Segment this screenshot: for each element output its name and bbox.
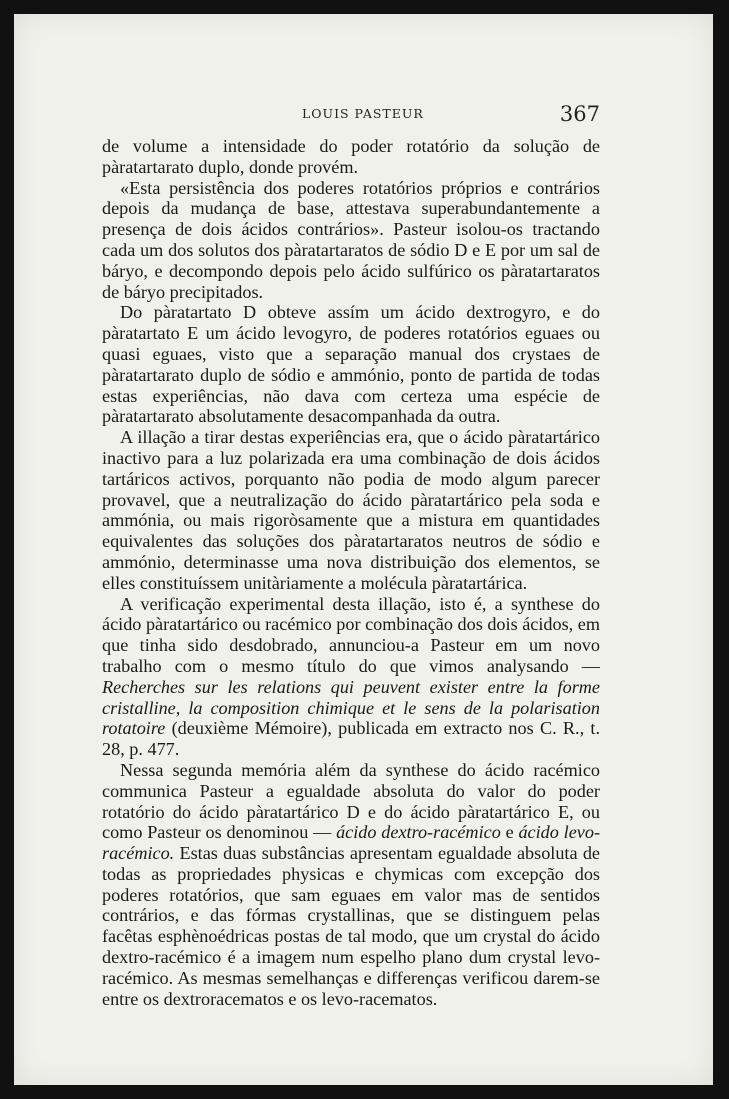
italic-term: ácido dextro-racémico (336, 822, 501, 843)
italic-term: ácido levo-racémico. (102, 822, 600, 864)
running-title: LOUIS PASTEUR (302, 106, 424, 121)
text-segment: Nessa segunda memória além da synthese do ácido racémico communica Pasteur a egualdade absoluta do valor do poder rotatório do ácido pàratartárico D e do ácido pàratartárico E, ou como Pasteur os denominou — (102, 759, 600, 843)
paragraph (102, 178, 600, 303)
text-segment: A illação a tirar destas experiências era, que o ácido pàratartárico inactivo para a luz polarizada era uma combinação de dois ácidos tartáricos activos, porquanto não podia de modo algum parecer provavel, que a neutralização do ácido pàratartárico pela soda e ammónia, ou mais rigoròsamente que a mistura em quantidades equivalentes das soluções dos pàratartaratos neutros de sódio e ammónio, determinasse uma nova distribuição dos elementos, se elles constituíssem unitàriamente a molécula pàratartárica. (102, 427, 600, 593)
text-segment: «Esta persistência dos poderes rotatórios próprios e contrários depois da mudança de base, attestava superabundantemente a presença de dois ácidos contrários». Pasteur isolou-os tractando cada um dos solutos dos pàratartaratos de sódio D e E por um sal de báryo, e decompondo depois pelo ácido sulfúrico os pàratartaratos de báryo precipitados. (102, 177, 600, 302)
italic-title: Recherches sur les relations qui peuvent exister entre la forme cristalline, la composition chimique et le sens de la polarisation rotatoire (102, 676, 600, 739)
text-segment: Estas duas substâncias apresentam egualdade absoluta de todas as propriedades physicas e chymicas com excepção dos poderes rotatórios, que sam eguaes em valor mas de sentidos contrários, e das fórmas crystallinas, que se distinguem pelas facêtas esphènoédricas postas de tal modo, que um crystal do ácido dextro-racémico é a imagem num espelho plano dum crystal levo-racémico. As mesmas semelhanças e differenças verificou darem-se entre os dextroracematos e os levo-racematos. (102, 843, 600, 1009)
text-segment: de volume a intensidade do poder rotatório da solução de pàratartarato duplo, donde provém. (102, 136, 600, 177)
text-segment: (deuxième Mémoire), publicada em extracto nos C. R., t. 28, p. 477. (102, 718, 600, 760)
paragraph (102, 760, 600, 1010)
page-number: 367 (559, 102, 600, 126)
paragraph (102, 427, 600, 593)
paragraph (102, 136, 600, 178)
running-head (102, 102, 600, 128)
paragraph (102, 594, 600, 760)
text-segment: A verificação experimental desta illação, isto é, a synthese do ácido pàratartárico ou racémico por combinação dos dois ácidos, em que tinha sido desdobrado, annunciou-a Pasteur em um novo trabalho com o mesmo título do que vimos analysando — (102, 593, 600, 676)
book-page (14, 14, 713, 1085)
text-segment: e (500, 822, 519, 843)
text-segment: Do pàratartato D obteve assím um ácido dextrogyro, e do pàratartato E um ácido levogyro, de poderes rotatórios eguaes ou quasi eguaes, visto que a separação manual dos crystaes de pàratartarato duplo de sódio e ammónio, ponto de partida de todas estas experiências, não dava com certeza uma espécie de pàratartarato absolutamente desacompanhada da outra. (102, 302, 600, 427)
paragraph (102, 302, 600, 427)
body-text (102, 136, 600, 1009)
